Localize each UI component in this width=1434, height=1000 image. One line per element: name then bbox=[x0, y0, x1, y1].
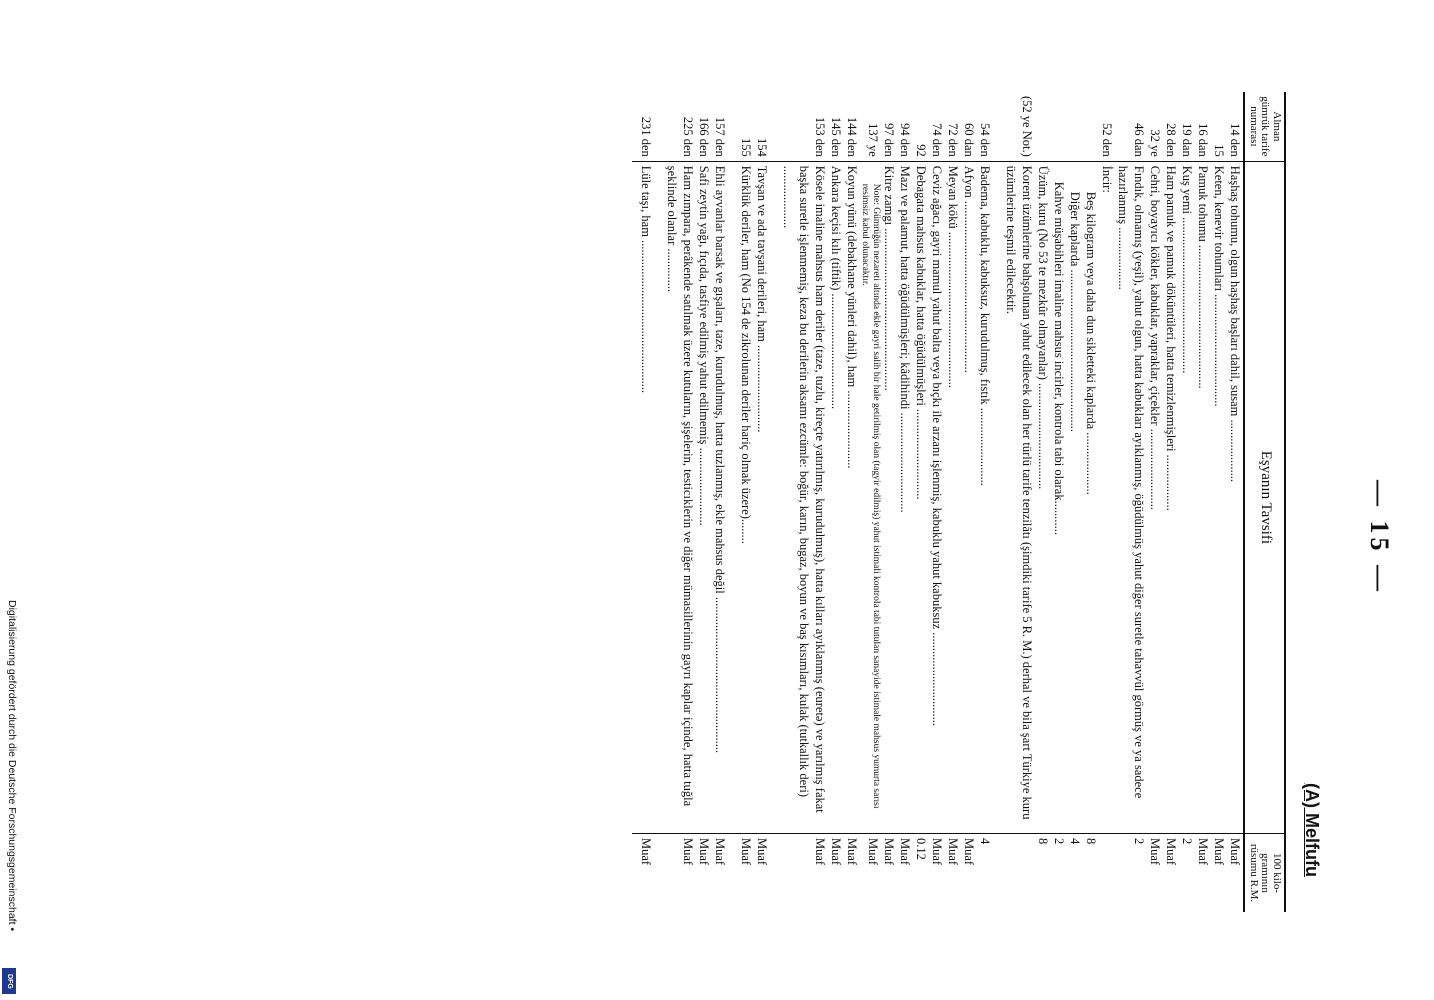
duty-rate: 2 bbox=[1132, 838, 1147, 845]
table-row bbox=[738, 92, 754, 912]
item-description: Mazı ve palamut, hatta öğüdülmüşleri; kâdihindi ................................ bbox=[897, 161, 913, 833]
table-row bbox=[881, 92, 897, 912]
duty-rate bbox=[1099, 834, 1115, 913]
item-description: Üzüm, kuru (No 53 te mezkûr olmayanlar) .................................. bbox=[1035, 161, 1051, 833]
tariff-number bbox=[1035, 92, 1051, 161]
item-description: Debagata mahsus kabuklar, hatta öğüdülmüşleri ............................. bbox=[913, 161, 929, 833]
duty-rate: Muaf bbox=[696, 838, 711, 866]
tariff-number: 225 den bbox=[680, 116, 695, 157]
table-row bbox=[977, 92, 1003, 912]
table-row bbox=[712, 92, 738, 912]
tariff-number: 74 den bbox=[930, 123, 945, 157]
item-description: Beş kilogram veya daha dun sikletteki kaplarda .................... bbox=[1083, 161, 1099, 833]
table-row bbox=[961, 92, 977, 912]
tariff-number: 92 bbox=[914, 144, 929, 157]
duty-rate: Muaf bbox=[738, 838, 753, 866]
tariff-number: 154 bbox=[754, 138, 769, 157]
footer-attribution bbox=[4, 600, 18, 995]
tariff-number: 97 den bbox=[882, 123, 897, 157]
table-row bbox=[1147, 92, 1163, 912]
duty-rate: 0.12 bbox=[914, 838, 929, 860]
item-description: Badema, kabuklu, kabuksuz, kurudulmuş, fıstık ......................... bbox=[977, 161, 1003, 833]
table-row bbox=[780, 92, 828, 912]
tariff-number: 54 den bbox=[978, 123, 993, 157]
tariff-number: 155 bbox=[738, 138, 753, 157]
table-row bbox=[1115, 92, 1147, 912]
duty-rate: Muaf bbox=[1196, 838, 1211, 866]
table-row bbox=[754, 92, 780, 912]
item-description: Safi zeytin yağı, fıçıda, tasfiye edilmiş yahut edilmemiş ......................... bbox=[696, 161, 712, 833]
item-description: Kürklük deriler, ham (No 154 de zikrolunan deriler hariç olmak üzere)........ bbox=[738, 161, 754, 833]
table-row bbox=[1083, 92, 1099, 912]
duty-rate: Muaf bbox=[946, 838, 961, 866]
duty-rate: Muaf bbox=[1148, 838, 1163, 866]
item-description: Pamuk tohumu .............................................. bbox=[1195, 161, 1211, 833]
duty-rate: Muaf bbox=[930, 838, 945, 866]
tariff-number: 28 den bbox=[1164, 123, 1179, 157]
duty-rate: Muaf bbox=[754, 838, 769, 866]
duty-rate: 8 bbox=[1084, 838, 1099, 845]
tariff-number: 14 den bbox=[1228, 123, 1243, 157]
item-description: Ankara keçisi kılı (tiftik) ..................................... bbox=[828, 161, 844, 833]
item-description: Ham pamuk ve pamuk döküntüleri, hatta temizlenmişleri .................. bbox=[1163, 161, 1179, 833]
dfg-logo: DFG bbox=[2, 968, 16, 994]
duty-rate: Muaf bbox=[638, 838, 653, 866]
table-row bbox=[844, 92, 860, 912]
tariff-number bbox=[1083, 92, 1099, 161]
tariff-number: 72 den bbox=[946, 123, 961, 157]
table-row bbox=[860, 92, 882, 912]
item-description: Meyan kökü .................................................. bbox=[945, 161, 961, 833]
duty-rate: 8 bbox=[1036, 838, 1051, 845]
tariff-number: 52 den bbox=[1100, 123, 1115, 157]
duty-rate bbox=[1003, 834, 1035, 913]
table-row bbox=[1035, 92, 1051, 912]
duty-rate: Muaf bbox=[1228, 838, 1243, 866]
item-description: Keten, kenevir tohumları .................................... bbox=[1211, 161, 1227, 833]
item-description: Note: Gümrüğün nezareti altında ekle gayri salih bir hale getirilmiş olan (tagyir edilmiş) yahut istimali kontrola tabi tutulan sanayide istimale mahsus yumurta sarısı resimsiz kabul olunacaktır. bbox=[860, 161, 882, 833]
tariff-number: 94 den bbox=[898, 123, 913, 157]
item-description: İncir: bbox=[1099, 161, 1115, 833]
tariff-number: 153 den bbox=[812, 116, 827, 157]
tariff-number: 145 den bbox=[828, 116, 843, 157]
item-description: Fındık, olmamış (yeşil), yahut olgun, hatta kabukları ayıklanmış, öğüdülmüş yahut diğer suretle tahavvül görmüş ve ya sadece hazırlanmış .................... bbox=[1115, 161, 1147, 833]
table-header bbox=[1244, 92, 1285, 912]
item-description: Koyun yünü (debakhane yünleri dahil), ham ......................... bbox=[844, 161, 860, 833]
tariff-number: 32 ye bbox=[1148, 129, 1163, 157]
page-number: — 15 — bbox=[1365, 480, 1394, 595]
duty-rate: Muaf bbox=[1164, 838, 1179, 866]
table-row bbox=[1099, 92, 1115, 912]
table-row bbox=[1195, 92, 1211, 912]
table-row bbox=[929, 92, 945, 912]
duty-rate: 4 bbox=[1068, 838, 1083, 845]
tariff-number bbox=[1067, 92, 1083, 161]
duty-rate: Muaf bbox=[882, 838, 897, 866]
table-row bbox=[1003, 92, 1035, 912]
tariff-number: 46 dan bbox=[1132, 123, 1147, 157]
footer-text: Digitalisierung gefördert durch die Deutsche Forschungsgemeinschaft • bbox=[6, 600, 18, 932]
table-row bbox=[1163, 92, 1179, 912]
table-row bbox=[1067, 92, 1083, 912]
tariff-number: 15 bbox=[1212, 144, 1227, 157]
item-description: Ceviz ağacı, gayri mamul yahut balta veya bıçkı ile arzanı işlenmiş, kabuklu yahut kabuksuz .............................. bbox=[929, 161, 945, 833]
table-row bbox=[664, 92, 696, 912]
duty-rate: Muaf bbox=[898, 838, 913, 866]
item-description: Kösele imaline mahsus ham deriler (taze, tuzlu, kireçte yatırılmış, kurudulmuş), hatta kılları ayıklanmış (euretə) ve yarılmış fakat başka suretle işlenmemiş, keza bu derilerin aksamı ezcümle: boğür, karın, bugaz, boyun ve baş kısımları, kulak (tutkallık deri) .................... bbox=[780, 161, 828, 833]
duty-rate: 2 bbox=[1180, 838, 1195, 845]
tariff-number: 144 den bbox=[844, 116, 859, 157]
item-description: Korent üzümlerine bahşolunan yahut edilecek olan her türlü tarife tenzilâtı (şimdiki tarife 5 R. M.) derhal ve bila şart Türkiye kuru üzümlerine teşmil edilecektir. bbox=[1003, 161, 1035, 833]
table-row bbox=[696, 92, 712, 912]
table-row bbox=[828, 92, 844, 912]
table-row bbox=[632, 92, 664, 912]
header-description: Eşyanın Tavsifi bbox=[1244, 161, 1285, 833]
table-body bbox=[632, 92, 1245, 912]
header-code: Alman gümrük tarife numarası bbox=[1244, 92, 1285, 161]
header-rate: 100 kilo-gramının rüsumu R.M. bbox=[1244, 834, 1285, 913]
duty-rate: 2 bbox=[1052, 838, 1067, 845]
tariff-number bbox=[1051, 92, 1067, 161]
tariff-number: 231 den bbox=[638, 116, 653, 157]
item-description: Tavşan ve ada tavşani derileri, ham ............................ bbox=[754, 161, 780, 833]
table-row bbox=[897, 92, 913, 912]
duty-rate: Muaf bbox=[812, 838, 827, 866]
duty-rate: 4 bbox=[978, 838, 993, 845]
duty-rate: Muaf bbox=[828, 838, 843, 866]
duty-rate: Muaf bbox=[962, 838, 977, 866]
item-description: Lüle taşı, ham ................................................. bbox=[632, 161, 664, 833]
duty-rate: Muaf bbox=[844, 838, 859, 866]
duty-rate: Muaf bbox=[680, 838, 695, 866]
duty-rate: Muaf bbox=[712, 838, 727, 866]
tariff-number: 19 dan bbox=[1180, 123, 1195, 157]
duty-rate: Muaf bbox=[1212, 838, 1227, 866]
item-description: Haşhaş tohumu, olgun haşhaş başları dahil, susam .................... bbox=[1227, 161, 1244, 833]
table-row bbox=[945, 92, 961, 912]
tariff-number: 16 dan bbox=[1196, 123, 1211, 157]
tariff-number: 137 ye bbox=[866, 123, 881, 157]
table-row bbox=[913, 92, 929, 912]
duty-rate: Muaf bbox=[866, 838, 881, 866]
table-row bbox=[1179, 92, 1195, 912]
item-description: Ham zımpara, perâkende satılmak üzere kutuların, şişelerin, testicıklerin ve diğer mümasillerinin gayrı kaplar içinde, hatta tuğla şeklinde olanlar .............. bbox=[664, 161, 696, 833]
item-description: Diğer kaplarda .................................................... bbox=[1067, 161, 1083, 833]
table-row bbox=[1211, 92, 1227, 912]
item-description: Afyon ....................................................... bbox=[961, 161, 977, 833]
item-description: Kitre zamgı .................................................... bbox=[881, 161, 897, 833]
tariff-number: 166 den bbox=[696, 116, 711, 157]
tariff-number: (52 ye Not.) bbox=[1020, 96, 1035, 157]
tariff-number: 60 dan bbox=[962, 123, 977, 157]
item-description: Kahve müşabihleri imaline mahsus incirler, kontrola tabi olarak........... bbox=[1051, 161, 1067, 833]
item-description: Cehri, boyayıcı kökler, kabuklar, yapraklar, çiçekler .......................... bbox=[1147, 161, 1163, 833]
tariff-table bbox=[632, 92, 1286, 912]
table-row bbox=[1051, 92, 1067, 912]
item-description: Kuş yemi .................................................. bbox=[1179, 161, 1195, 833]
item-description: Ehli ayvanlar barsak ve gışaları, taze, kurudulmuş, hatta tuzlanmış, ekle mahsus değil .................................................. bbox=[712, 161, 738, 833]
tariff-number: 157 den bbox=[712, 116, 727, 157]
section-heading: (A) Melfufu bbox=[1302, 783, 1322, 877]
table-row bbox=[1227, 92, 1244, 912]
